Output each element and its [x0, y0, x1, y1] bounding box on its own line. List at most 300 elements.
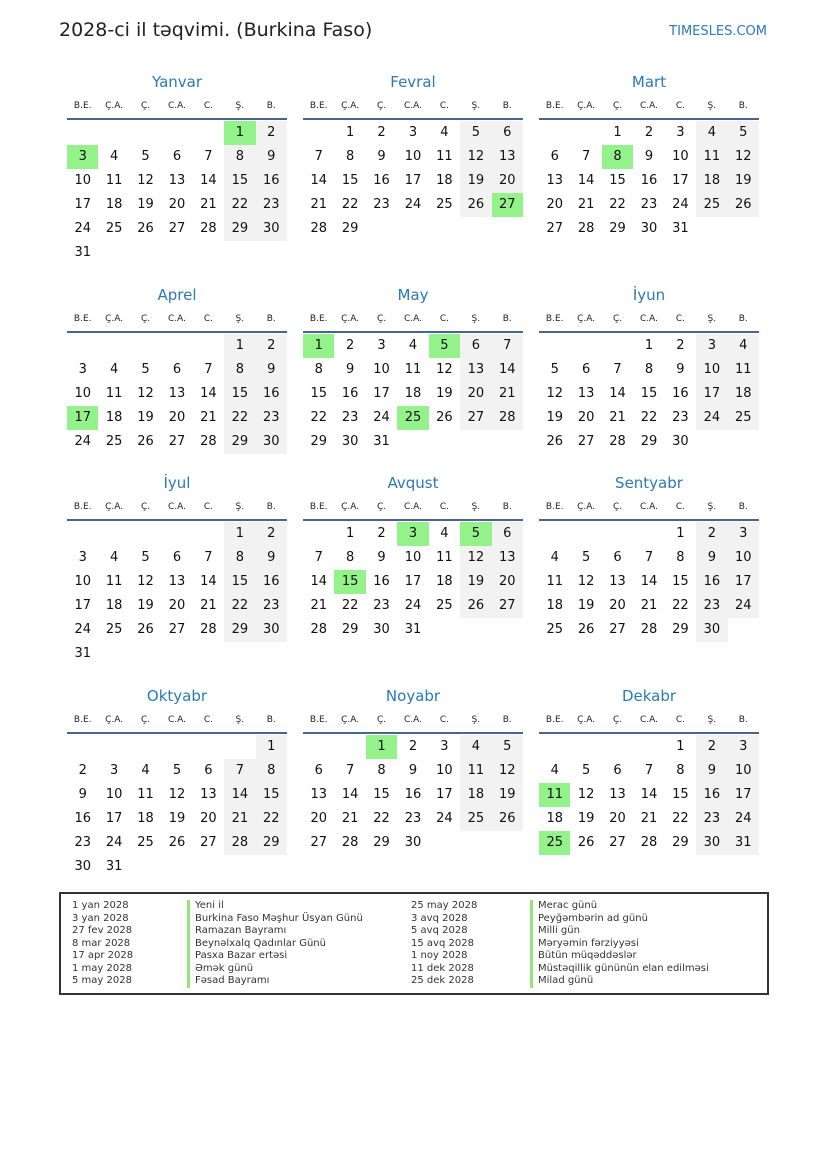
- day-cell[interactable]: 16: [640, 173, 658, 188]
- day-cell[interactable]: 19: [460, 570, 491, 594]
- day-cell[interactable]: 9: [78, 787, 87, 802]
- day-cell[interactable]: 6: [550, 149, 559, 164]
- day-cell[interactable]: 9: [377, 550, 386, 565]
- day-cell[interactable]: 25: [539, 831, 570, 855]
- day-cell[interactable]: 26: [546, 434, 563, 449]
- day-cell[interactable]: 25: [105, 221, 123, 236]
- day-cell[interactable]: 31: [105, 859, 123, 874]
- day-cell[interactable]: 13: [577, 386, 595, 401]
- day-cell[interactable]: 15: [640, 386, 658, 401]
- day-cell[interactable]: 9: [408, 763, 418, 778]
- day-cell[interactable]: 21: [492, 382, 523, 406]
- day-cell[interactable]: 19: [492, 783, 523, 807]
- day-cell[interactable]: 17: [728, 783, 759, 807]
- day-cell[interactable]: 1: [224, 334, 255, 358]
- day-cell[interactable]: 17: [696, 382, 727, 406]
- day-cell[interactable]: 16: [672, 386, 689, 401]
- day-cell[interactable]: 20: [577, 410, 595, 425]
- day-cell[interactable]: 26: [460, 193, 491, 217]
- day-cell[interactable]: 5: [492, 735, 523, 759]
- day-cell[interactable]: 15: [224, 169, 255, 193]
- day-cell[interactable]: 24: [74, 221, 91, 236]
- day-cell[interactable]: 1: [613, 125, 622, 140]
- day-cell[interactable]: 22: [373, 811, 390, 826]
- day-cell[interactable]: 30: [256, 217, 287, 241]
- day-cell[interactable]: 20: [492, 169, 523, 193]
- day-cell[interactable]: 28: [609, 434, 626, 449]
- day-cell[interactable]: 31: [672, 221, 689, 236]
- day-cell[interactable]: 5: [581, 763, 591, 778]
- day-cell[interactable]: 7: [224, 759, 255, 783]
- day-cell[interactable]: 28: [640, 835, 658, 850]
- day-cell[interactable]: 10: [105, 787, 123, 802]
- day-cell[interactable]: 16: [373, 574, 390, 589]
- day-cell[interactable]: 14: [577, 173, 595, 188]
- day-cell[interactable]: 10: [672, 149, 689, 164]
- day-cell[interactable]: 30: [672, 434, 689, 449]
- day-cell[interactable]: 23: [373, 598, 390, 613]
- day-cell[interactable]: 31: [74, 245, 91, 260]
- day-cell[interactable]: 10: [728, 546, 759, 570]
- day-cell[interactable]: 3: [78, 550, 87, 565]
- day-cell[interactable]: 26: [137, 622, 154, 637]
- day-cell[interactable]: 4: [141, 763, 150, 778]
- day-cell[interactable]: 10: [74, 386, 91, 401]
- day-cell[interactable]: 3: [728, 735, 759, 759]
- day-cell[interactable]: 24: [404, 598, 422, 613]
- day-cell[interactable]: 14: [492, 358, 523, 382]
- day-cell[interactable]: 13: [546, 173, 563, 188]
- day-cell[interactable]: 18: [105, 598, 123, 613]
- day-cell[interactable]: 22: [224, 193, 255, 217]
- day-cell[interactable]: 25: [105, 622, 123, 637]
- day-cell[interactable]: 29: [341, 622, 359, 637]
- day-cell[interactable]: 14: [640, 787, 658, 802]
- day-cell[interactable]: 7: [204, 362, 213, 377]
- day-cell[interactable]: 5: [141, 550, 150, 565]
- day-cell[interactable]: 2: [644, 125, 654, 140]
- day-cell[interactable]: 23: [256, 406, 287, 430]
- day-cell[interactable]: 6: [460, 334, 491, 358]
- day-cell[interactable]: 22: [609, 197, 626, 212]
- day-cell[interactable]: 11: [728, 358, 759, 382]
- day-cell[interactable]: 2: [256, 522, 287, 546]
- day-cell[interactable]: 19: [137, 410, 154, 425]
- day-cell[interactable]: 27: [310, 835, 327, 850]
- day-cell[interactable]: 17: [404, 574, 422, 589]
- day-cell[interactable]: 24: [404, 197, 422, 212]
- day-cell[interactable]: 2: [256, 121, 287, 145]
- day-cell[interactable]: 14: [200, 574, 217, 589]
- day-cell[interactable]: 15: [310, 386, 327, 401]
- day-cell[interactable]: 13: [168, 386, 186, 401]
- day-cell[interactable]: 1: [345, 526, 355, 541]
- day-cell[interactable]: 29: [373, 835, 390, 850]
- day-cell[interactable]: 20: [460, 382, 491, 406]
- day-cell[interactable]: 9: [256, 358, 287, 382]
- day-cell[interactable]: 19: [168, 811, 186, 826]
- day-cell[interactable]: 30: [696, 618, 727, 642]
- day-cell[interactable]: 19: [436, 386, 453, 401]
- day-cell[interactable]: 27: [609, 622, 626, 637]
- day-cell[interactable]: 15: [334, 570, 365, 594]
- day-cell[interactable]: 16: [696, 783, 727, 807]
- day-cell[interactable]: 6: [204, 763, 213, 778]
- day-cell[interactable]: 19: [137, 197, 154, 212]
- day-cell[interactable]: 28: [310, 221, 327, 236]
- day-cell[interactable]: 24: [696, 406, 727, 430]
- day-cell[interactable]: 14: [609, 386, 626, 401]
- day-cell[interactable]: 17: [105, 811, 123, 826]
- day-cell[interactable]: 22: [256, 807, 287, 831]
- day-cell[interactable]: 21: [310, 598, 327, 613]
- day-cell[interactable]: 8: [224, 546, 255, 570]
- day-cell[interactable]: 25: [436, 197, 453, 212]
- day-cell[interactable]: 18: [728, 382, 759, 406]
- day-cell[interactable]: 28: [341, 835, 359, 850]
- day-cell[interactable]: 21: [640, 811, 658, 826]
- day-cell[interactable]: 9: [676, 362, 685, 377]
- day-cell[interactable]: 3: [67, 145, 98, 169]
- day-cell[interactable]: 21: [200, 598, 217, 613]
- day-cell[interactable]: 30: [256, 430, 287, 454]
- day-cell[interactable]: 8: [377, 763, 386, 778]
- day-cell[interactable]: 28: [310, 622, 327, 637]
- day-cell[interactable]: 30: [341, 434, 359, 449]
- day-cell[interactable]: 22: [341, 197, 359, 212]
- day-cell[interactable]: 23: [696, 807, 727, 831]
- day-cell[interactable]: 2: [78, 763, 87, 778]
- day-cell[interactable]: 11: [460, 759, 491, 783]
- day-cell[interactable]: 22: [341, 598, 359, 613]
- day-cell[interactable]: 30: [256, 618, 287, 642]
- day-cell[interactable]: 1: [366, 735, 397, 759]
- day-cell[interactable]: 10: [436, 763, 453, 778]
- day-cell[interactable]: 12: [137, 574, 154, 589]
- day-cell[interactable]: 10: [404, 550, 422, 565]
- day-cell[interactable]: 12: [436, 362, 453, 377]
- day-cell[interactable]: 14: [200, 173, 217, 188]
- day-cell[interactable]: 6: [492, 121, 523, 145]
- day-cell[interactable]: 18: [546, 598, 563, 613]
- day-cell[interactable]: 8: [224, 145, 255, 169]
- day-cell[interactable]: 9: [696, 546, 727, 570]
- day-cell[interactable]: 10: [404, 149, 422, 164]
- day-cell[interactable]: 6: [581, 362, 591, 377]
- day-cell[interactable]: 13: [492, 145, 523, 169]
- day-cell[interactable]: 4: [109, 149, 119, 164]
- day-cell[interactable]: 28: [200, 434, 217, 449]
- day-cell[interactable]: 6: [492, 522, 523, 546]
- day-cell[interactable]: 25: [728, 406, 759, 430]
- day-cell[interactable]: 13: [310, 787, 327, 802]
- day-cell[interactable]: 21: [609, 410, 626, 425]
- day-cell[interactable]: 2: [256, 334, 287, 358]
- day-cell[interactable]: 6: [172, 362, 182, 377]
- day-cell[interactable]: 23: [404, 811, 422, 826]
- day-cell[interactable]: 23: [640, 197, 658, 212]
- day-cell[interactable]: 28: [224, 831, 255, 855]
- day-cell[interactable]: 20: [609, 598, 626, 613]
- day-cell[interactable]: 2: [676, 338, 685, 353]
- day-cell[interactable]: 2: [408, 739, 418, 754]
- day-cell[interactable]: 19: [728, 169, 759, 193]
- day-cell[interactable]: 13: [168, 574, 186, 589]
- day-cell[interactable]: 11: [546, 574, 563, 589]
- day-cell[interactable]: 18: [696, 169, 727, 193]
- day-cell[interactable]: 20: [200, 811, 217, 826]
- day-cell[interactable]: 11: [436, 550, 453, 565]
- day-cell[interactable]: 18: [105, 197, 123, 212]
- day-cell[interactable]: 15: [373, 787, 390, 802]
- day-cell[interactable]: 29: [341, 221, 359, 236]
- day-cell[interactable]: 27: [168, 221, 186, 236]
- day-cell[interactable]: 21: [577, 197, 595, 212]
- day-cell[interactable]: 20: [310, 811, 327, 826]
- day-cell[interactable]: 5: [141, 362, 150, 377]
- day-cell[interactable]: 10: [373, 362, 390, 377]
- day-cell[interactable]: 4: [728, 334, 759, 358]
- day-cell[interactable]: 18: [436, 574, 453, 589]
- day-cell[interactable]: 17: [74, 197, 91, 212]
- day-cell[interactable]: 11: [436, 149, 453, 164]
- day-cell[interactable]: 29: [224, 618, 255, 642]
- day-cell[interactable]: 22: [640, 410, 658, 425]
- day-cell[interactable]: 4: [440, 526, 449, 541]
- day-cell[interactable]: 17: [74, 598, 91, 613]
- day-cell[interactable]: 25: [546, 622, 563, 637]
- day-cell[interactable]: 11: [539, 783, 570, 807]
- day-cell[interactable]: 23: [696, 594, 727, 618]
- day-cell[interactable]: 15: [224, 570, 255, 594]
- day-cell[interactable]: 31: [728, 831, 759, 855]
- day-cell[interactable]: 17: [672, 173, 689, 188]
- day-cell[interactable]: 11: [105, 574, 123, 589]
- day-cell[interactable]: 18: [436, 173, 453, 188]
- day-cell[interactable]: 15: [224, 382, 255, 406]
- day-cell[interactable]: 16: [256, 570, 287, 594]
- day-cell[interactable]: 6: [613, 550, 622, 565]
- day-cell[interactable]: 14: [341, 787, 359, 802]
- day-cell[interactable]: 5: [141, 149, 150, 164]
- day-cell[interactable]: 15: [609, 173, 626, 188]
- day-cell[interactable]: 9: [644, 149, 654, 164]
- day-cell[interactable]: 4: [440, 125, 449, 140]
- day-cell[interactable]: 26: [577, 835, 595, 850]
- day-cell[interactable]: 4: [696, 121, 727, 145]
- day-cell[interactable]: 27: [577, 434, 595, 449]
- day-cell[interactable]: 16: [696, 570, 727, 594]
- day-cell[interactable]: 19: [546, 410, 563, 425]
- day-cell[interactable]: 20: [168, 197, 186, 212]
- day-cell[interactable]: 26: [492, 807, 523, 831]
- day-cell[interactable]: 13: [200, 787, 217, 802]
- day-cell[interactable]: 7: [314, 550, 323, 565]
- day-cell[interactable]: 29: [224, 217, 255, 241]
- day-cell[interactable]: 4: [109, 550, 119, 565]
- day-cell[interactable]: 14: [310, 173, 327, 188]
- day-cell[interactable]: 23: [256, 193, 287, 217]
- day-cell[interactable]: 24: [74, 434, 91, 449]
- day-cell[interactable]: 15: [341, 173, 359, 188]
- day-cell[interactable]: 27: [492, 594, 523, 618]
- day-cell[interactable]: 23: [341, 410, 359, 425]
- day-cell[interactable]: 14: [224, 783, 255, 807]
- day-cell[interactable]: 17: [728, 570, 759, 594]
- day-cell[interactable]: 23: [256, 594, 287, 618]
- day-cell[interactable]: 27: [200, 835, 217, 850]
- day-cell[interactable]: 17: [373, 386, 390, 401]
- day-cell[interactable]: 30: [373, 622, 390, 637]
- day-cell[interactable]: 3: [676, 125, 685, 140]
- day-cell[interactable]: 28: [200, 221, 217, 236]
- day-cell[interactable]: 11: [105, 386, 123, 401]
- day-cell[interactable]: 1: [256, 735, 287, 759]
- day-cell[interactable]: 14: [310, 574, 327, 589]
- day-cell[interactable]: 14: [200, 386, 217, 401]
- day-cell[interactable]: 30: [696, 831, 727, 855]
- day-cell[interactable]: 23: [373, 197, 390, 212]
- day-cell[interactable]: 12: [728, 145, 759, 169]
- day-cell[interactable]: 16: [341, 386, 359, 401]
- day-cell[interactable]: 23: [74, 835, 91, 850]
- day-cell[interactable]: 13: [168, 173, 186, 188]
- day-cell[interactable]: 27: [168, 434, 186, 449]
- day-cell[interactable]: 18: [460, 783, 491, 807]
- day-cell[interactable]: 13: [609, 574, 626, 589]
- day-cell[interactable]: 25: [696, 193, 727, 217]
- day-cell[interactable]: 28: [640, 622, 658, 637]
- day-cell[interactable]: 31: [404, 622, 422, 637]
- day-cell[interactable]: 1: [676, 526, 685, 541]
- day-cell[interactable]: 18: [105, 410, 123, 425]
- day-cell[interactable]: 30: [404, 835, 422, 850]
- day-cell[interactable]: 12: [492, 759, 523, 783]
- day-cell[interactable]: 6: [314, 763, 323, 778]
- day-cell[interactable]: 24: [672, 197, 689, 212]
- day-cell[interactable]: 14: [640, 574, 658, 589]
- day-cell[interactable]: 28: [200, 622, 217, 637]
- day-cell[interactable]: 27: [546, 221, 563, 236]
- day-cell[interactable]: 21: [341, 811, 359, 826]
- day-cell[interactable]: 21: [200, 410, 217, 425]
- day-cell[interactable]: 27: [460, 406, 491, 430]
- day-cell[interactable]: 9: [256, 145, 287, 169]
- day-cell[interactable]: 7: [345, 763, 355, 778]
- day-cell[interactable]: 3: [78, 362, 87, 377]
- day-cell[interactable]: 16: [74, 811, 91, 826]
- day-cell[interactable]: 5: [581, 550, 591, 565]
- day-cell[interactable]: 4: [109, 362, 119, 377]
- day-cell[interactable]: 6: [172, 550, 182, 565]
- day-cell[interactable]: 6: [613, 763, 622, 778]
- day-cell[interactable]: 26: [137, 221, 154, 236]
- day-cell[interactable]: 4: [550, 550, 559, 565]
- day-cell[interactable]: 26: [168, 835, 186, 850]
- day-cell[interactable]: 5: [429, 334, 460, 358]
- day-cell[interactable]: 25: [105, 434, 123, 449]
- day-cell[interactable]: 5: [550, 362, 559, 377]
- day-cell[interactable]: 7: [204, 550, 213, 565]
- day-cell[interactable]: 10: [728, 759, 759, 783]
- day-cell[interactable]: 29: [672, 835, 689, 850]
- day-cell[interactable]: 12: [137, 173, 154, 188]
- day-cell[interactable]: 11: [105, 173, 123, 188]
- day-cell[interactable]: 12: [460, 145, 491, 169]
- day-cell[interactable]: 22: [224, 594, 255, 618]
- day-cell[interactable]: 3: [397, 522, 428, 546]
- day-cell[interactable]: 27: [609, 835, 626, 850]
- day-cell[interactable]: 7: [644, 763, 654, 778]
- day-cell[interactable]: 11: [137, 787, 154, 802]
- day-cell[interactable]: 8: [314, 362, 323, 377]
- day-cell[interactable]: 7: [644, 550, 654, 565]
- day-cell[interactable]: 3: [109, 763, 119, 778]
- day-cell[interactable]: 5: [172, 763, 182, 778]
- day-cell[interactable]: 29: [640, 434, 658, 449]
- day-cell[interactable]: 16: [404, 787, 422, 802]
- day-cell[interactable]: 8: [224, 358, 255, 382]
- day-cell[interactable]: 27: [492, 193, 523, 217]
- day-cell[interactable]: 24: [728, 594, 759, 618]
- day-cell[interactable]: 1: [303, 334, 334, 358]
- day-cell[interactable]: 20: [609, 811, 626, 826]
- day-cell[interactable]: 2: [377, 526, 386, 541]
- day-cell[interactable]: 4: [550, 763, 559, 778]
- day-cell[interactable]: 7: [613, 362, 622, 377]
- day-cell[interactable]: 17: [436, 787, 453, 802]
- day-cell[interactable]: 24: [74, 622, 91, 637]
- day-cell[interactable]: 2: [345, 338, 355, 353]
- day-cell[interactable]: 9: [256, 546, 287, 570]
- day-cell[interactable]: 26: [728, 193, 759, 217]
- day-cell[interactable]: 31: [74, 646, 91, 661]
- day-cell[interactable]: 7: [492, 334, 523, 358]
- day-cell[interactable]: 29: [310, 434, 327, 449]
- day-cell[interactable]: 8: [256, 759, 287, 783]
- day-cell[interactable]: 26: [577, 622, 595, 637]
- day-cell[interactable]: 13: [460, 358, 491, 382]
- day-cell[interactable]: 1: [224, 121, 255, 145]
- day-cell[interactable]: 9: [345, 362, 355, 377]
- day-cell[interactable]: 24: [728, 807, 759, 831]
- day-cell[interactable]: 5: [460, 121, 491, 145]
- day-cell[interactable]: 26: [460, 594, 491, 618]
- day-cell[interactable]: 7: [581, 149, 591, 164]
- day-cell[interactable]: 28: [492, 406, 523, 430]
- day-cell[interactable]: 24: [105, 835, 123, 850]
- day-cell[interactable]: 25: [137, 835, 154, 850]
- day-cell[interactable]: 22: [224, 406, 255, 430]
- day-cell[interactable]: 29: [609, 221, 626, 236]
- day-cell[interactable]: 1: [644, 338, 654, 353]
- day-cell[interactable]: 3: [408, 125, 418, 140]
- day-cell[interactable]: 25: [436, 598, 453, 613]
- day-cell[interactable]: 12: [577, 574, 595, 589]
- day-cell[interactable]: 20: [492, 570, 523, 594]
- day-cell[interactable]: 27: [168, 622, 186, 637]
- day-cell[interactable]: 24: [436, 811, 453, 826]
- day-cell[interactable]: 22: [672, 811, 689, 826]
- day-cell[interactable]: 30: [640, 221, 658, 236]
- day-cell[interactable]: 25: [397, 406, 428, 430]
- day-cell[interactable]: 19: [460, 169, 491, 193]
- day-cell[interactable]: 13: [609, 787, 626, 802]
- day-cell[interactable]: 5: [460, 522, 491, 546]
- day-cell[interactable]: 20: [168, 598, 186, 613]
- day-cell[interactable]: 2: [377, 125, 386, 140]
- day-cell[interactable]: 2: [696, 735, 727, 759]
